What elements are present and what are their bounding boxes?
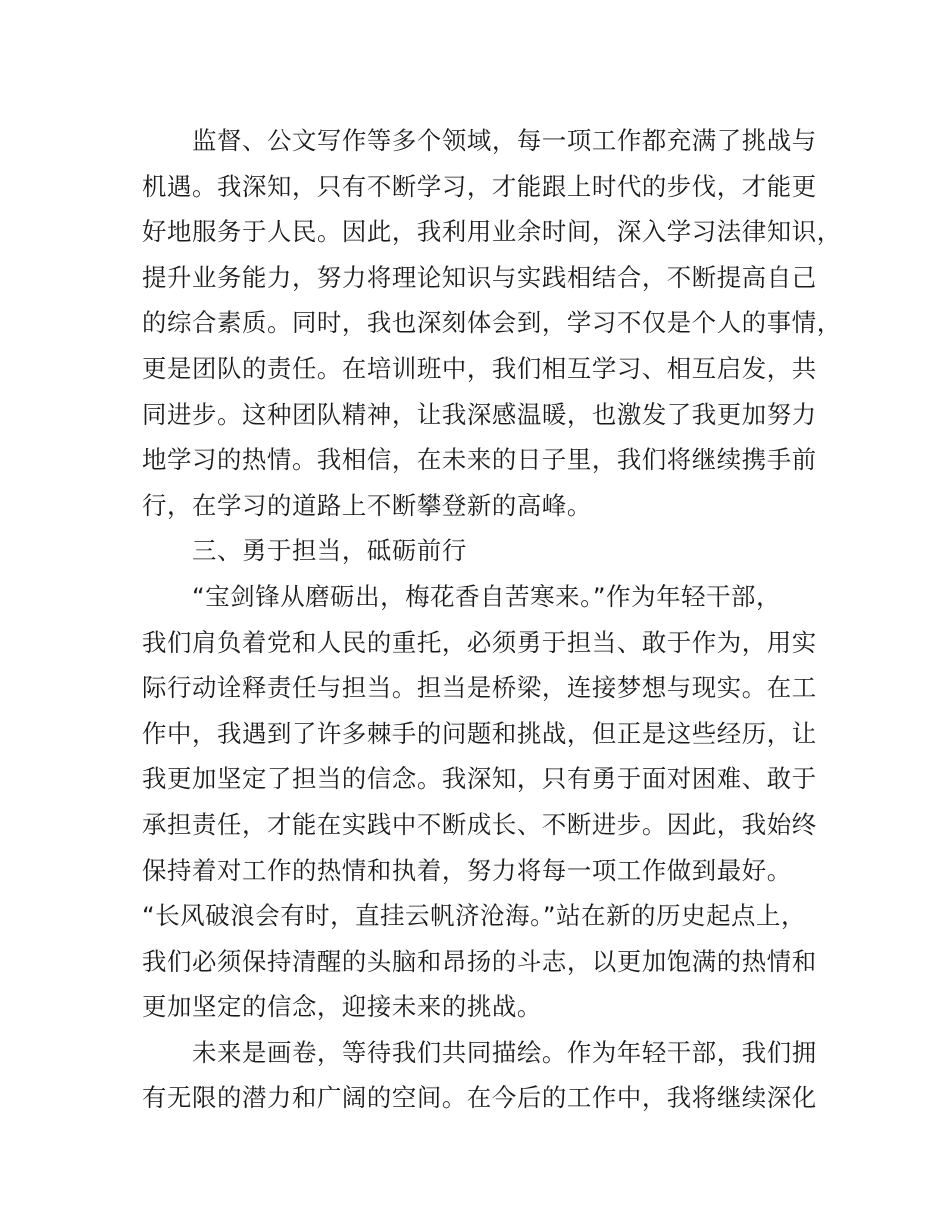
paragraph-learning: 监督、公文写作等多个领域，每一项工作都充满了挑战与 机遇。我深知，只有不断学习，才能跟上时代的步伐，才能更 好地服务于人民。因此，我利用业余时间，深入学习法律知识， 提升业务能力，努力将理论知识与实践相结合，不断提高自己 的综合素质。同时，我也深刻体会到，学习不仅是个人的事情， 更是团队的责任。在培训班中，我们相互学习、相互启发，共 同进步。这种团队精神，让我深感温暖，也激发了我更加努力 地学习的热情。我相信，在未来的日子里，我们将继续携手前 行，在学习的道路上不断攀登新的高峰。 bbox=[142, 126, 842, 520]
document-body bbox=[142, 118, 842, 1121]
paragraph-future: 未来是画卷，等待我们共同描绘。作为年轻干部，我们拥 有无限的潜力和广阔的空间。在今后的工作中，我将继续深化 bbox=[142, 1037, 817, 1113]
paragraph-responsibility: “宝剑锋从磨砺出，梅花香自苦寒来。”作为年轻干部， 我们肩负着党和人民的重托，必须勇于担当、敢于作为，用实 际行动诠释责任与担当。担当是桥梁，连接梦想与现实。在工 作中，我遇到了许多棘手的问题和挑战，但正是这些经历，让 我更加坚定了担当的信念。我深知，只有勇于面对困难、敢于 承担责任，才能在实践中不断成长、不断进步。因此，我始终 保持着对工作的热情和执着，努力将每一项工作做到最好。 “长风破浪会有时，直挂云帆济沧海。”站在新的历史起点上， 我们必须保持清醒的头脑和昂扬的斗志，以更加饱满的热情和 更加坚定的信念，迎接未来的挑战。 bbox=[142, 581, 817, 1022]
section-heading-responsibility: 三、勇于担当，砥砺前行 bbox=[142, 536, 467, 566]
